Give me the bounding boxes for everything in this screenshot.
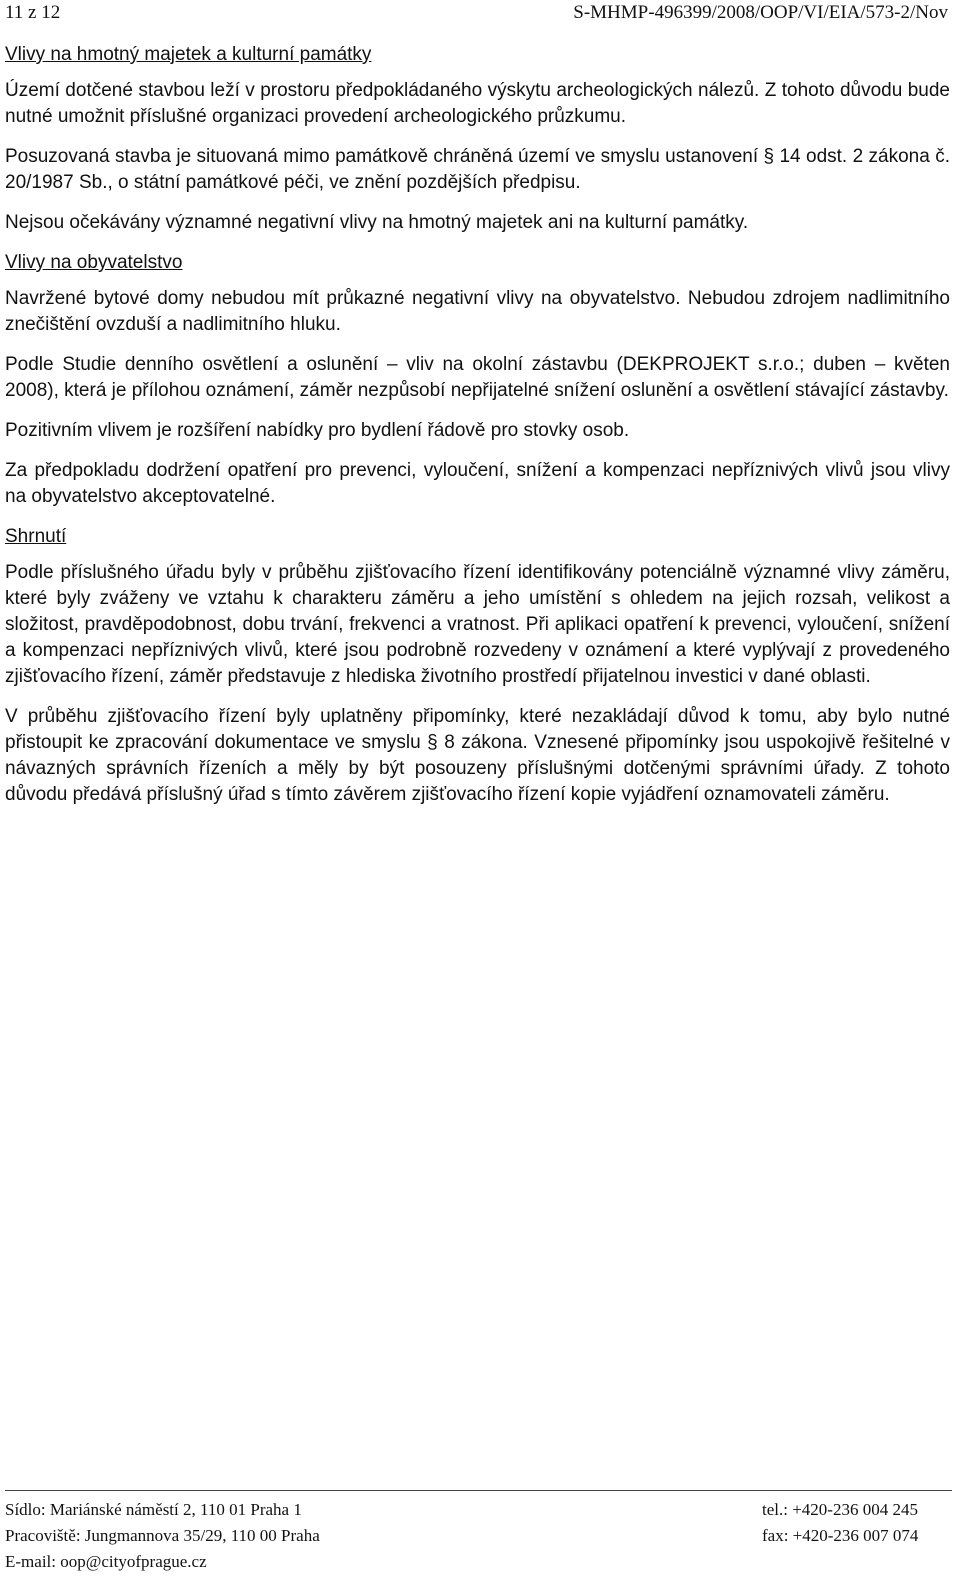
section-population [5, 250, 950, 510]
section-heading: Vlivy na hmotný majetek a kulturní památky [5, 44, 372, 65]
paragraph: Území dotčené stavbou leží v prostoru předpokládaného výskytu archeologických nálezů. Z tohoto důvodu bude nutné umožnit příslušné organizaci provedení archeologického průzkumu. [5, 80, 950, 127]
page-header [0, 0, 960, 30]
paragraph: V průběhu zjišťovacího řízení byly uplatněny připomínky, které nezakládají důvod k tomu, aby bylo nutné přistoupit ke zpracování dokumentace ve smyslu § 8 zákona. Vznesené připomínky jsou uspokojivě řešitelné v návazných správních řízeních a měly by být posouzeny příslušnými dotčenými správními úřady. Z tohoto důvodu předává příslušný úřad s tímto závěrem zjišťovacího řízení kopie vyjádření oznamovateli záměru. [5, 706, 950, 805]
document-body [5, 42, 950, 822]
page-number: 11 z 12 [5, 2, 61, 23]
paragraph: Posuzovaná stavba je situovaná mimo památkově chráněná území ve smyslu ustanovení § 14 odst. 2 zákona č. 20/1987 Sb., o státní památkové péči, ve znění pozdějších předpisu. [5, 146, 950, 193]
paragraph: Pozitivním vlivem je rozšíření nabídky pro bydlení řádově pro stovky osob. [5, 420, 630, 441]
section-summary [5, 524, 950, 808]
footer-workplace: Pracoviště: Jungmannova 35/29, 110 00 Praha [5, 1526, 320, 1545]
footer-email: E-mail: oop@cityofprague.cz [5, 1552, 207, 1571]
footer-fax: fax: +420-236 007 074 [762, 1526, 919, 1545]
paragraph: Podle příslušného úřadu byly v průběhu zjišťovacího řízení identifikovány potenciálně významné vlivy záměru, které byly zváženy ve vztahu k charakteru záměru a jeho umístění s ohledem na jejich rozsah, velikost a složitost, pravděpodobnost, dobu trvání, frekvenci a vratnost. Při aplikaci opatření k prevenci, vyloučení, snížení a kompenzaci nepříznivých vlivů, které jsou podrobně rozvedeny v oznámení a které vyplývají z provedeného zjišťovacího řízení, záměr představuje z hlediska životního prostředí přijatelnou investici v dané oblasti. [5, 562, 950, 687]
paragraph: Za předpokladu dodržení opatření pro prevenci, vyloučení, snížení a kompenzaci nepříznivých vlivů jsou vlivy na obyvatelstvo akceptovatelné. [5, 460, 950, 507]
paragraph: Navržené bytové domy nebudou mít průkazné negativní vlivy na obyvatelstvo. Nebudou zdrojem nadlimitního znečištění ovzduší a nadlimitního hluku. [5, 288, 950, 335]
paragraph: Nejsou očekávány významné negativní vlivy na hmotný majetek ani na kulturní památky. [5, 212, 749, 233]
paragraph: Podle Studie denního osvětlení a oslunění – vliv na okolní zástavbu (DEKPROJEKT s.r.o.; duben – květen 2008), která je přílohou oznámení, záměr nezpůsobí nepřijatelné snížení oslunění a osvětlení stávající zástavby. [5, 354, 950, 401]
footer-contact-right [762, 1497, 918, 1549]
footer-address: Sídlo: Mariánské náměstí 2, 110 01 Praha 1 [5, 1500, 302, 1519]
section-property-monuments [5, 42, 950, 236]
document-reference: S-MHMP-496399/2008/OOP/VI/EIA/573-2/Nov [573, 2, 948, 23]
footer-divider [5, 1490, 952, 1491]
footer-tel: tel.: +420-236 004 245 [762, 1500, 918, 1519]
section-heading: Vlivy na obyvatelstvo [5, 252, 183, 273]
footer-contact-left [5, 1497, 320, 1575]
section-heading: Shrnutí [5, 526, 67, 547]
